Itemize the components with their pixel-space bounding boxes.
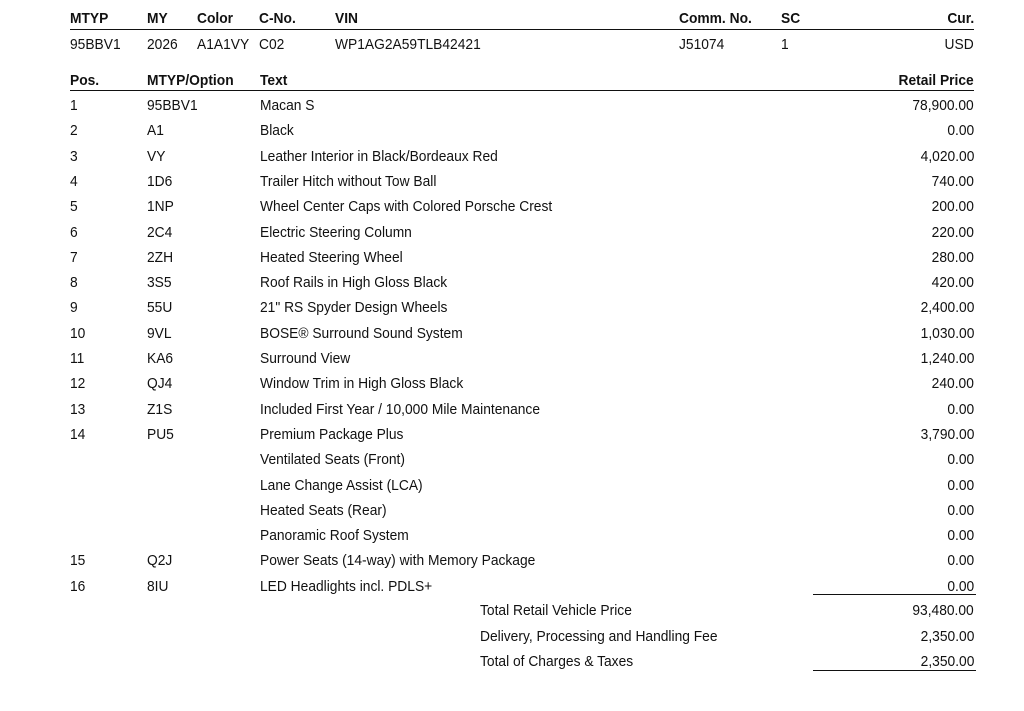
row-price: 0.00: [947, 577, 974, 595]
total-value: 2,350.00: [920, 628, 974, 645]
row-description: Heated Steering Wheel: [260, 248, 403, 266]
label-cno: C-No.: [259, 10, 296, 27]
total-value: 93,480.00: [912, 602, 974, 619]
value-mtyp: 95BBV1: [70, 36, 121, 53]
row-option-code: 9VL: [147, 324, 172, 342]
row-option-code: 2ZH: [147, 248, 174, 266]
total-row: [0, 601, 1024, 621]
row-option-code: 8IU: [147, 577, 169, 595]
total-label: Delivery, Processing and Handling Fee: [480, 628, 718, 645]
row-price: 220.00: [931, 223, 974, 241]
col-text: Text: [260, 72, 288, 89]
row-description: Power Seats (14-way) with Memory Package: [260, 552, 536, 570]
row-option-code: 1D6: [147, 172, 173, 190]
table-row: [0, 147, 1024, 167]
table-row: [0, 349, 1024, 369]
table-row: [0, 374, 1024, 394]
table-row: [0, 324, 1024, 344]
row-price: 1,240.00: [920, 350, 974, 367]
row-price: 78,900.00: [912, 97, 974, 114]
value-sc: 1: [781, 36, 789, 53]
row-pos: 6: [70, 223, 78, 241]
table-row: [0, 450, 1024, 470]
table-row: [0, 425, 1024, 445]
row-price: 1,030.00: [920, 324, 974, 342]
row-option-code: 95BBV1: [147, 97, 198, 114]
col-retail-price: Retail Price: [898, 72, 974, 89]
table-row: [0, 248, 1024, 268]
row-price: 0.00: [947, 400, 974, 418]
label-sc: SC: [781, 10, 801, 27]
row-price: 0.00: [947, 476, 974, 494]
label-color: Color: [197, 10, 234, 27]
value-vin: WP1AG2A59TLB42421: [335, 36, 481, 53]
row-pos: 3: [70, 147, 78, 165]
row-description: Surround View: [260, 350, 351, 367]
row-description: Macan S: [260, 97, 315, 114]
row-price: 3,790.00: [920, 425, 974, 443]
row-price: 0.00: [947, 552, 974, 570]
row-option-code: QJ4: [147, 375, 173, 393]
row-pos: 4: [70, 172, 78, 190]
row-description: Ventilated Seats (Front): [260, 451, 405, 469]
row-option-code: 2C4: [147, 223, 173, 241]
label-mtyp: MTYP: [70, 10, 109, 27]
row-description: 21" RS Spyder Design Wheels: [260, 299, 448, 317]
row-price: 0.00: [947, 527, 974, 545]
row-option-code: A1: [147, 122, 164, 140]
subtotal-rule: [813, 594, 976, 595]
row-description: Leather Interior in Black/Bordeaux Red: [260, 147, 498, 165]
row-pos: 12: [70, 375, 86, 393]
row-pos: 10: [70, 324, 86, 342]
value-color: A1A1VY: [197, 36, 250, 53]
row-description: LED Headlights incl. PDLS+: [260, 577, 433, 595]
table-row: [0, 273, 1024, 293]
row-option-code: 3S5: [147, 274, 172, 292]
table-row: [0, 526, 1024, 546]
row-description: Premium Package Plus: [260, 425, 404, 443]
row-description: Electric Steering Column: [260, 223, 412, 241]
table-row: [0, 197, 1024, 217]
row-price: 0.00: [947, 122, 974, 140]
label-currency: Cur.: [947, 10, 974, 27]
value-cno: C02: [259, 36, 285, 53]
table-row: [0, 501, 1024, 521]
table-row: [0, 551, 1024, 571]
row-description: Heated Seats (Rear): [260, 501, 387, 519]
value-my: 2026: [147, 36, 178, 53]
value-currency: USD: [944, 36, 974, 53]
table-row: [0, 223, 1024, 243]
row-option-code: Q2J: [147, 552, 173, 570]
table-row: [0, 298, 1024, 318]
row-price: 0.00: [947, 451, 974, 469]
total-label: Total Retail Vehicle Price: [480, 602, 632, 619]
row-pos: 9: [70, 299, 78, 317]
row-description: Lane Change Assist (LCA): [260, 476, 423, 494]
table-header-rule: [70, 90, 974, 91]
row-price: 200.00: [931, 198, 974, 216]
row-pos: 13: [70, 400, 86, 418]
row-pos: 15: [70, 552, 86, 570]
row-pos: 14: [70, 425, 86, 443]
row-pos: 11: [70, 350, 85, 367]
row-description: Included First Year / 10,000 Mile Maintenance: [260, 400, 541, 418]
label-my: MY: [147, 10, 168, 27]
row-price: 280.00: [931, 248, 974, 266]
table-row: [0, 96, 1024, 116]
row-option-code: 1NP: [147, 198, 174, 216]
row-option-code: PU5: [147, 425, 174, 443]
row-pos: 1: [70, 97, 78, 114]
table-row: [0, 476, 1024, 496]
row-pos: 8: [70, 274, 78, 292]
row-description: Wheel Center Caps with Colored Porsche Crest: [260, 198, 553, 216]
row-price: 4,020.00: [920, 147, 974, 165]
row-option-code: KA6: [147, 350, 174, 367]
row-description: BOSE® Surround Sound System: [260, 324, 463, 342]
row-description: Black: [260, 122, 294, 140]
total-row: [0, 627, 1024, 647]
header-rule: [70, 29, 974, 30]
row-pos: 2: [70, 122, 78, 140]
row-option-code: Z1S: [147, 400, 173, 418]
table-row: [0, 172, 1024, 192]
row-description: Trailer Hitch without Tow Ball: [260, 172, 437, 190]
grand-total-rule: [813, 670, 976, 671]
label-vin: VIN: [335, 10, 359, 27]
row-description: Window Trim in High Gloss Black: [260, 375, 464, 393]
label-comm-no: Comm. No.: [679, 10, 752, 27]
row-pos: 5: [70, 198, 78, 216]
row-description: Roof Rails in High Gloss Black: [260, 274, 448, 292]
value-comm-no: J51074: [679, 36, 725, 53]
row-price: 740.00: [931, 172, 974, 190]
row-price: 2,400.00: [920, 299, 974, 317]
row-pos: 7: [70, 248, 78, 266]
row-price: 240.00: [931, 375, 974, 393]
col-option: MTYP/Option: [147, 72, 234, 89]
col-pos: Pos.: [70, 72, 100, 89]
table-row: [0, 400, 1024, 420]
total-label: Total of Charges & Taxes: [480, 653, 634, 670]
total-row: [0, 652, 1024, 672]
table-row: [0, 121, 1024, 141]
row-option-code: 55U: [147, 299, 173, 317]
row-price: 0.00: [947, 501, 974, 519]
row-pos: 16: [70, 577, 86, 595]
row-price: 420.00: [931, 274, 974, 292]
row-description: Panoramic Roof System: [260, 527, 409, 545]
total-value: 2,350.00: [920, 653, 974, 670]
row-option-code: VY: [147, 147, 166, 165]
